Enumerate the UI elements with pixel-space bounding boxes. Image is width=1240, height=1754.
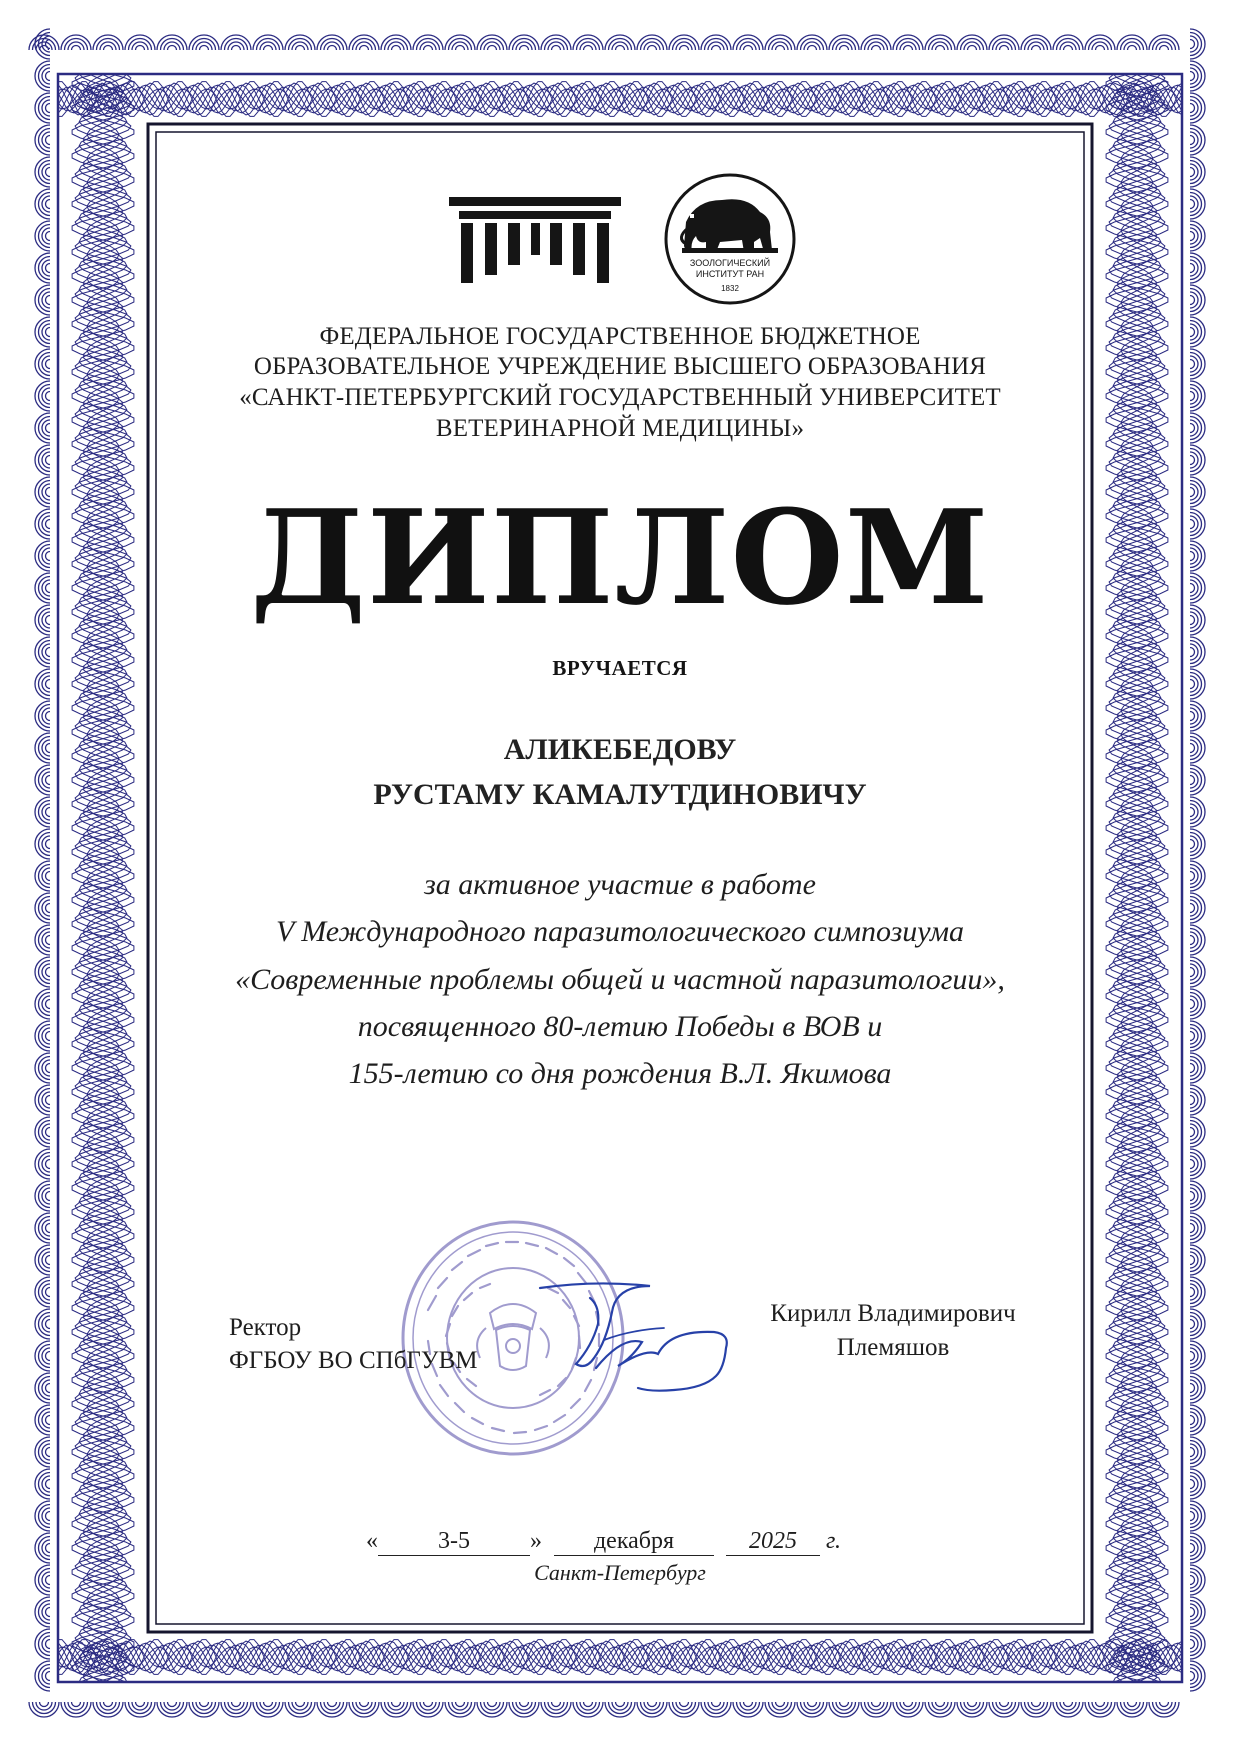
org-line-1: ФЕДЕРАЛЬНОЕ ГОСУДАРСТВЕННОЕ БЮДЖЕТНОЕ — [319, 323, 921, 350]
zin-text-line1: ЗООЛОГИЧЕСКИЙ — [689, 258, 771, 268]
diploma-title: ДИПЛОМ — [250, 481, 990, 634]
date-days: 3-5 — [378, 1528, 530, 1556]
citation-line-5: 155-летию со дня рождения В.Л. Якимова — [348, 1057, 892, 1090]
date-close-quote: » — [530, 1528, 542, 1554]
citation-line-1: за активное участие в работе — [424, 868, 816, 901]
zin-text-line2: ИНСТИТУТ РАН — [695, 269, 765, 279]
signatory-name-1: Кирилл Владимирович — [770, 1300, 1016, 1327]
university-logo — [445, 195, 625, 287]
org-line-4: ВЕТЕРИНАРНОЙ МЕДИЦИНЫ» — [435, 415, 805, 442]
zoological-institute-logo — [656, 172, 804, 306]
signatory-position-1: Ректор — [229, 1314, 302, 1341]
date-year: 2025 — [726, 1528, 820, 1556]
recipient-name: РУСТАМУ КАМАЛУТДИНОВИЧУ — [373, 778, 867, 811]
org-line-3: «САНКТ-ПЕТЕРБУРГСКИЙ ГОСУДАРСТВЕННЫЙ УНИВЕРСИТЕТ — [239, 384, 1001, 411]
signatory-position-2: ФГБОУ ВО СПбГУВМ — [229, 1347, 478, 1374]
recipient-surname: АЛИКЕБЕДОВУ — [503, 733, 737, 766]
citation-line-3: «Современные проблемы общей и частной паразитологии», — [235, 963, 1005, 996]
city: Санкт-Петербург — [534, 1560, 706, 1585]
rector-signature — [500, 1272, 750, 1407]
date-month: декабря — [554, 1528, 714, 1556]
awarded-label: ВРУЧАЕТСЯ — [552, 656, 688, 680]
signatory-name-2: Племяшов — [836, 1334, 950, 1361]
org-line-2: ОБРАЗОВАТЕЛЬНОЕ УЧРЕЖДЕНИЕ ВЫСШЕГО ОБРАЗОВАНИЯ — [253, 353, 987, 380]
zin-year: 1832 — [721, 284, 739, 293]
citation-line-2: V Международного паразитологического симпозиума — [275, 915, 965, 948]
date-year-suffix: г. — [826, 1528, 842, 1554]
date-row — [366, 1528, 866, 1556]
date-open-quote: « — [366, 1528, 378, 1554]
citation-line-4: посвященного 80-летию Победы в ВОВ и — [357, 1010, 883, 1043]
